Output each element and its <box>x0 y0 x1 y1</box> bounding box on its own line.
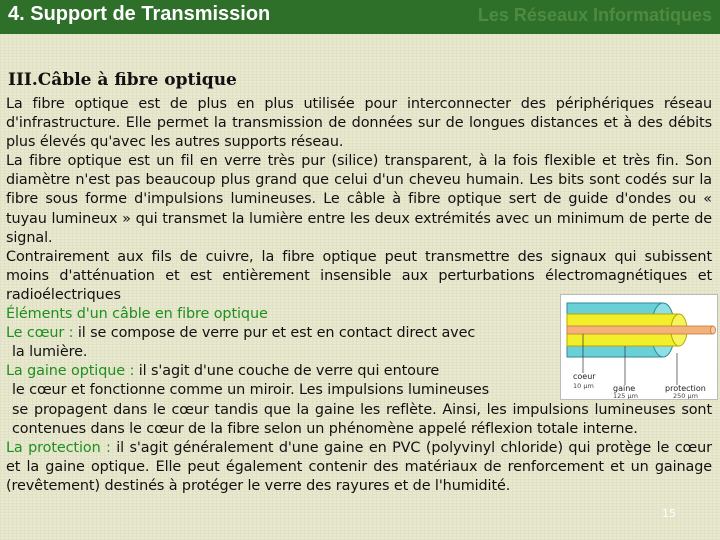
coeur-label: coeur <box>573 372 596 381</box>
core-text-line1: il se compose de verre pur et est en contact direct avec <box>73 325 476 342</box>
fiber-cable-diagram <box>560 294 718 400</box>
slide-subtitle: Les Réseaux Informatiques <box>477 5 712 25</box>
page-number: 15 <box>662 507 676 520</box>
protection-description <box>6 439 712 496</box>
section-heading: III.Câble à fibre optique <box>8 70 237 90</box>
elements-heading: Éléments d'un câble en fibre optique <box>6 306 268 323</box>
cladding-text-line2: le cœur et fonctionne comme un miroir. Les impulsions lumineuses <box>12 382 490 399</box>
core-layer <box>567 326 713 334</box>
protection-label: La protection : <box>6 439 111 456</box>
core-end <box>711 326 716 334</box>
paragraph-advantages: Contrairement aux fils de cuivre, la fibre optique peut transmettre des signaux qui subissent moins d'atténuation et est entièrement insensible aux perturbations électromagnétiques et radioélectriques <box>6 248 712 303</box>
cladding-description <box>6 362 561 381</box>
paragraph-definition: La fibre optique est un fil en verre très pur (silice) transparent, à la fois flexible et très fin. Son diamètre n'est pas beaucoup plus grand que celui d'un cheveu humain. Les bits sont codés sur la fibre sous forme d'impulsions lumineuses. Le câble à fibre optique sert de guide d'ondes ou « tuyau lumineux » qui transmet la lumière entre les deux extrémités avec un minimum de perte de signal. <box>6 153 712 246</box>
gaine-label: gaine <box>613 384 636 393</box>
slide-title: 4. Support de Transmission <box>8 3 271 25</box>
protection-text-after: ) qui protège le cœur et la gaine optique. Elle peut également contenir des matériaux de renforcement et un gainage (revêtement) destinés à protéger le verre des rayures et de l'humidité. <box>6 439 712 494</box>
paragraph-intro: La fibre optique est de plus en plus utilisée pour interconnecter des périphériques réseau d'infrastructure. Elle permet la transmission de données sur de longues distances et à des débits plus élevés qu'avec les autres supports réseau. <box>6 96 712 151</box>
cladding-label: La gaine optique : <box>6 363 135 380</box>
coeur-size-label: 10 µm <box>573 382 594 390</box>
cladding-text-line1: il s'agit d'une couche de verre qui entoure <box>134 363 440 380</box>
gaine-size-label: 125 µm <box>613 392 638 399</box>
protection-text-before: il s'agit généralement d'une gaine en PVC ( <box>110 439 432 456</box>
protection-size-label: 250 µm <box>673 392 698 399</box>
cladding-text-line3: se propagent dans le cœur tandis que la gaine les reflète. Ainsi, les impulsions lumineuses sont contenues dans le cœur de la fibre selon un phénomène appelé réflexion totale interne. <box>12 401 712 437</box>
core-text-line2: la lumière. <box>12 344 88 361</box>
core-label: Le cœur : <box>6 325 74 342</box>
core-description <box>6 324 561 343</box>
pvc-term: polyvinyl chloride <box>431 439 558 456</box>
fiber-cable-svg <box>561 295 717 399</box>
protection-diagram-label: protection <box>665 384 706 393</box>
